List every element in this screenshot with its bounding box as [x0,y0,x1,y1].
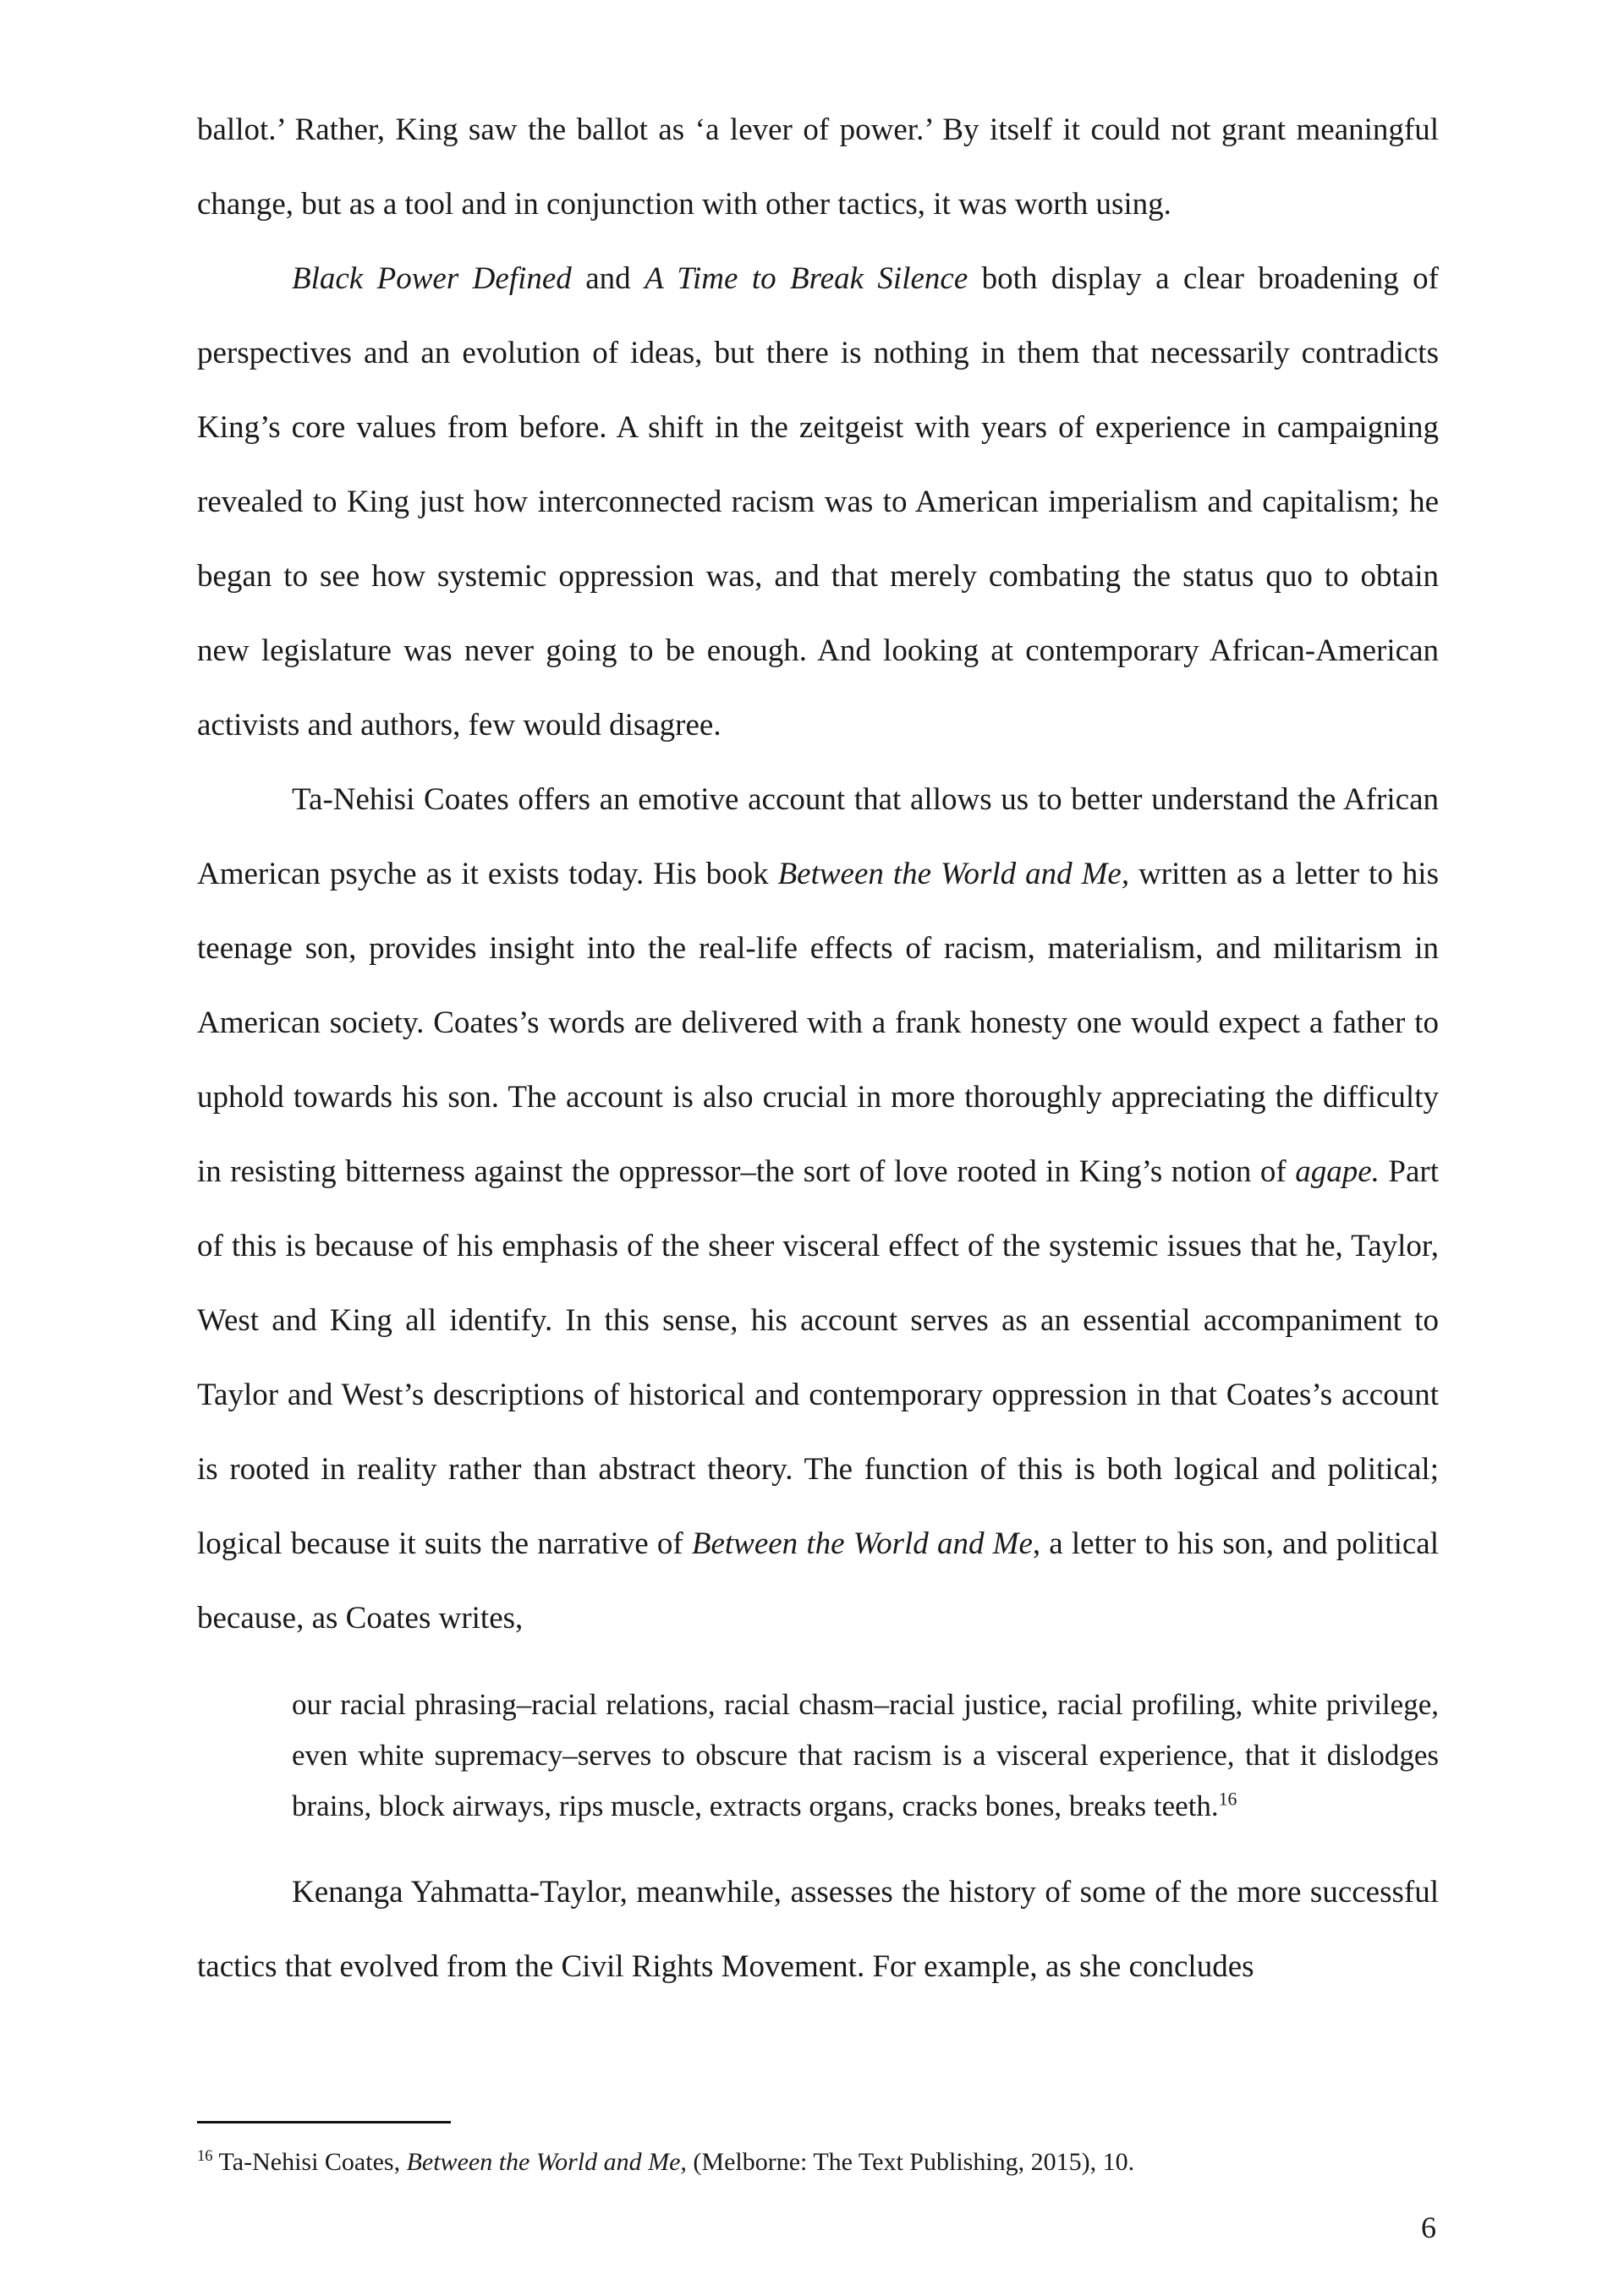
block-quote: our racial phrasing–racial relations, racial chasm–racial justice, racial profiling, white privilege, even white supremacy–serves to obscure that racism is a visceral experience, that it dislodges brains, block airways, rips muscle, extracts organs, cracks bones, breaks teeth.$^{16}$ [292,1688,1439,1822]
body-paragraph: Ta-Nehisi Coates offers an emotive account that allows us to better understand the African American psyche as it exists today. His book Between the World and Me, written as a letter to his teenage son, provides insight into the real-life effects of racism, materialism, and militarism in American society. Coates’s words are delivered with a frank honesty one would expect a father to uphold towards his son. The account is also crucial in more thoroughly appreciating the difficulty in resisting bitterness against the oppressor–the sort of love rooted in King’s notion of agape. Part of this is because of his emphasis of the sheer visceral effect of the systemic issues that he, Taylor, West and King all identify. In this sense, his account serves as an essential accompaniment to Taylor and West’s descriptions of historical and contemporary oppression in that Coates’s account is rooted in reality rather than abstract theory. The function of this is both logical and political; logical because it suits the narrative of Between the World and Me, a letter to his son, and political because, as Coates writes, [197,782,1439,1636]
footnote-separator [197,2121,451,2123]
body-paragraph: Kenanga Yahmatta-Taylor, meanwhile, assesses the history of some of the more successful tactics that evolved from the Civil Rights Movement. For example, as she concludes [197,1875,1439,1984]
page-number: 6 [1421,2211,1436,2244]
page-body [197,93,1439,2004]
footnote-area [197,2121,1439,2181]
body-paragraph: Black Power Defined and A Time to Break Silence both display a clear broadening of perspectives and an evolution of ideas, but there is nothing in them that necessarily contradicts King’s core values from before. A shift in the zeitgeist with years of experience in campaigning revealed to King just how interconnected racism was to American imperialism and capitalism; he began to see how systemic oppression was, and that merely combating the status quo to obtain new legislature was never going to be enough. And looking at contemporary African-American activists and authors, few would disagree. [197,261,1439,743]
body-paragraph-continuation: ballot.’ Rather, King saw the ballot as ‘a lever of power.’ By itself it could not grant meaningful change, but as a tool and in conjunction with other tactics, it was worth using. [197,112,1439,222]
footnote: $^{16}$ Ta-Nehisi Coates, Between the World and Me, (Melborne: The Text Publishing, 2015), 10. [197,2147,1135,2176]
